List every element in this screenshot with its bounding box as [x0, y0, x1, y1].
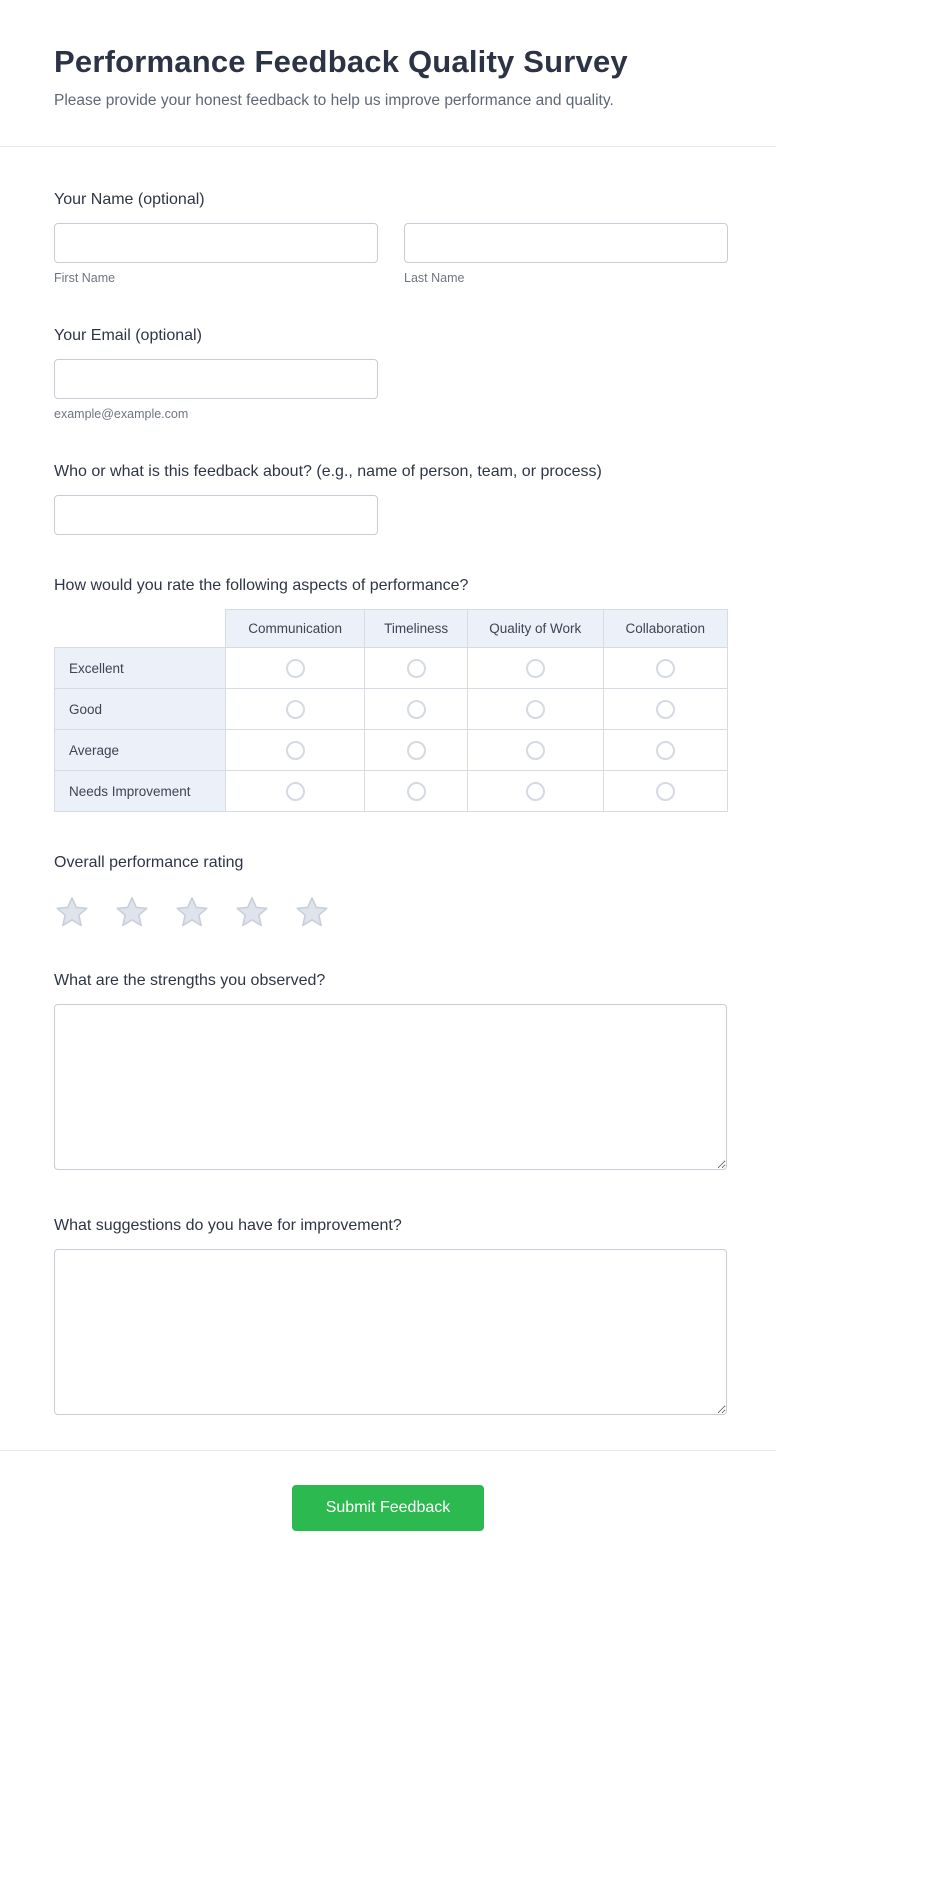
matrix-cell[interactable]	[225, 771, 364, 812]
star-rating	[54, 894, 728, 930]
radio-button[interactable]	[526, 782, 545, 801]
radio-button[interactable]	[407, 741, 426, 760]
radio-button[interactable]	[407, 782, 426, 801]
matrix-field	[54, 577, 728, 812]
radio-button[interactable]	[526, 659, 545, 678]
submit-button[interactable]: Submit Feedback	[292, 1485, 484, 1531]
subject-field	[54, 463, 728, 535]
overall-rating-field	[54, 854, 728, 930]
overall-rating-label: Overall performance rating	[54, 854, 244, 871]
rating-star-3[interactable]	[174, 894, 210, 930]
suggestions-field	[54, 1217, 728, 1420]
matrix-cell[interactable]	[365, 689, 468, 730]
matrix-row-header: Average	[55, 730, 226, 771]
radio-button[interactable]	[286, 741, 305, 760]
matrix-cell[interactable]	[467, 771, 603, 812]
last-name-sublabel: Last Name	[404, 271, 465, 285]
matrix-row	[55, 689, 728, 730]
last-name-input[interactable]	[404, 223, 728, 263]
form-body	[0, 147, 776, 1420]
email-label: Your Email (optional)	[54, 327, 202, 344]
matrix-cell[interactable]	[603, 648, 727, 689]
rating-star-5[interactable]	[294, 894, 330, 930]
email-sublabel: example@example.com	[54, 407, 189, 421]
matrix-cell[interactable]	[365, 648, 468, 689]
rating-star-4[interactable]	[234, 894, 270, 930]
matrix-cell[interactable]	[603, 689, 727, 730]
name-label: Your Name (optional)	[54, 191, 205, 208]
matrix-row-header: Needs Improvement	[55, 771, 226, 812]
matrix-row-header: Excellent	[55, 648, 226, 689]
matrix-cell[interactable]	[225, 689, 364, 730]
star-icon	[54, 894, 90, 930]
email-field	[54, 327, 728, 421]
matrix-cell[interactable]	[225, 730, 364, 771]
matrix-cell[interactable]	[225, 648, 364, 689]
email-input[interactable]	[54, 359, 378, 399]
radio-button[interactable]	[656, 659, 675, 678]
first-name-input[interactable]	[54, 223, 378, 263]
matrix-col-header: Collaboration	[603, 610, 727, 648]
suggestions-label: What suggestions do you have for improvement?	[54, 1217, 402, 1234]
radio-button[interactable]	[286, 782, 305, 801]
matrix-row	[55, 771, 728, 812]
star-icon	[174, 894, 210, 930]
radio-button[interactable]	[656, 741, 675, 760]
matrix-cell[interactable]	[467, 730, 603, 771]
radio-button[interactable]	[526, 741, 545, 760]
page-title: Performance Feedback Quality Survey	[54, 44, 628, 79]
matrix-cell[interactable]	[603, 771, 727, 812]
name-field	[54, 191, 728, 285]
matrix-cell[interactable]	[365, 771, 468, 812]
suggestions-textarea[interactable]	[54, 1249, 727, 1415]
matrix-col-header: Quality of Work	[467, 610, 603, 648]
form-header	[0, 0, 776, 146]
page-subtitle: Please provide your honest feedback to help us improve performance and quality.	[54, 92, 614, 109]
subject-label: Who or what is this feedback about? (e.g., name of person, team, or process)	[54, 463, 602, 480]
radio-button[interactable]	[286, 700, 305, 719]
radio-button[interactable]	[656, 782, 675, 801]
star-icon	[294, 894, 330, 930]
form-footer	[0, 1451, 776, 1567]
matrix-row	[55, 730, 728, 771]
radio-button[interactable]	[656, 700, 675, 719]
matrix-corner	[55, 610, 226, 648]
star-icon	[114, 894, 150, 930]
matrix-cell[interactable]	[467, 689, 603, 730]
strengths-textarea[interactable]	[54, 1004, 727, 1170]
radio-button[interactable]	[407, 700, 426, 719]
matrix-cell[interactable]	[365, 730, 468, 771]
matrix-cell[interactable]	[467, 648, 603, 689]
matrix-col-header: Timeliness	[365, 610, 468, 648]
rating-star-1[interactable]	[54, 894, 90, 930]
radio-button[interactable]	[407, 659, 426, 678]
matrix-row-header: Good	[55, 689, 226, 730]
rating-star-2[interactable]	[114, 894, 150, 930]
matrix-col-header: Communication	[225, 610, 364, 648]
star-icon	[234, 894, 270, 930]
radio-button[interactable]	[526, 700, 545, 719]
strengths-label: What are the strengths you observed?	[54, 972, 326, 989]
first-name-sublabel: First Name	[54, 271, 116, 285]
rating-matrix	[54, 609, 728, 812]
matrix-cell[interactable]	[603, 730, 727, 771]
matrix-row	[55, 648, 728, 689]
radio-button[interactable]	[286, 659, 305, 678]
strengths-field	[54, 972, 728, 1175]
subject-input[interactable]	[54, 495, 378, 535]
matrix-label: How would you rate the following aspects of performance?	[54, 577, 469, 594]
